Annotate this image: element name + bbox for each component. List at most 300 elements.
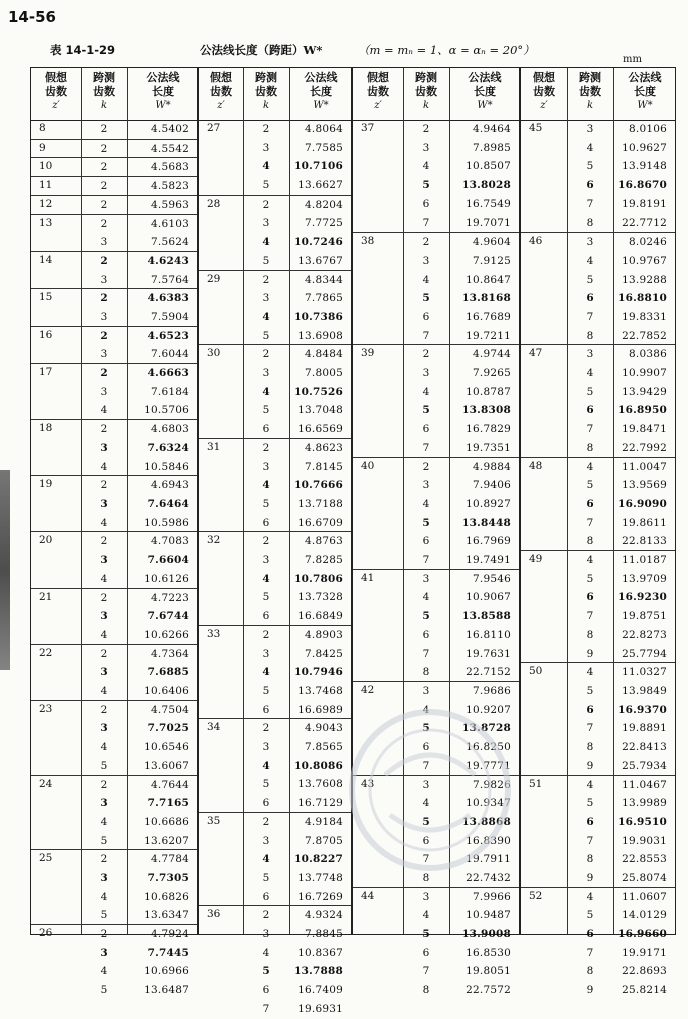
- span-teeth-value: 3: [422, 685, 430, 697]
- span-teeth-value: 3: [100, 797, 108, 810]
- table-row: [31, 813, 197, 831]
- table-row: [31, 589, 197, 607]
- base-tangent-length-value: 10.8227: [294, 853, 343, 866]
- base-tangent-length-value: 11.0327: [622, 666, 667, 679]
- table-row: [353, 120, 519, 138]
- tooth-group: [199, 531, 351, 626]
- tooth-group: [521, 344, 675, 457]
- table-row: [521, 719, 675, 737]
- span-teeth-value: 8: [586, 441, 594, 454]
- base-tangent-length-value: 7.6744: [147, 610, 189, 623]
- table-row: [199, 738, 351, 756]
- span-teeth-value: 4: [586, 141, 594, 154]
- span-teeth-value: 9: [586, 647, 594, 660]
- table-row: [31, 776, 197, 794]
- table-row: [31, 981, 197, 999]
- tooth-group: [31, 475, 197, 532]
- table-row: [353, 139, 519, 157]
- table-row: [31, 215, 197, 233]
- assumed-teeth-value: 49: [529, 553, 543, 566]
- table-row: [521, 308, 675, 326]
- table-row: [199, 832, 351, 850]
- table-row: [31, 439, 197, 457]
- base-tangent-length-value: 7.6324: [147, 441, 189, 454]
- assumed-teeth-value: 36: [207, 908, 221, 921]
- tooth-group: [199, 120, 351, 195]
- base-tangent-length-value: 4.9324: [305, 909, 343, 922]
- base-tangent-length-value: 10.7386: [294, 310, 343, 323]
- table-row: [31, 401, 197, 419]
- table-row: [521, 645, 675, 663]
- table-row: [199, 719, 351, 737]
- span-teeth-value: 4: [100, 628, 108, 641]
- span-teeth-value: 2: [100, 928, 108, 941]
- span-teeth-value: 4: [586, 778, 594, 791]
- assumed-teeth-value: 38: [361, 235, 375, 248]
- base-tangent-length-value: 4.5823: [151, 180, 189, 193]
- base-tangent-length-value: 19.7491: [466, 554, 511, 567]
- base-tangent-length-value: 13.9709: [622, 572, 667, 585]
- span-teeth-value: 6: [422, 741, 430, 754]
- span-teeth-value: 2: [262, 441, 270, 454]
- base-tangent-length-value: 10.9207: [466, 703, 511, 716]
- span-teeth-value: 3: [422, 572, 430, 585]
- table-row: [199, 495, 351, 513]
- base-tangent-length-value: 10.8086: [294, 759, 343, 772]
- table-row: [353, 944, 519, 962]
- span-teeth-value: 3: [100, 310, 108, 323]
- table-row: [353, 195, 519, 213]
- base-tangent-length-value: 7.8565: [305, 741, 343, 754]
- base-tangent-length-value: 19.8051: [466, 965, 511, 978]
- base-tangent-length-value: 4.7364: [151, 647, 189, 660]
- tooth-group: [199, 438, 351, 533]
- table-row: [199, 888, 351, 906]
- assumed-teeth-value: 21: [39, 590, 53, 603]
- span-teeth-value: 7: [586, 610, 594, 623]
- table-block-4: [520, 67, 676, 997]
- base-tangent-length-value: 13.9148: [622, 160, 667, 173]
- span-teeth-value: 3: [100, 554, 108, 567]
- span-teeth-value: 2: [422, 236, 430, 249]
- base-tangent-length-value: 16.7969: [466, 535, 511, 548]
- table-row: [199, 308, 351, 326]
- scan-edge-shadow: [0, 470, 10, 670]
- table-header: [31, 68, 197, 121]
- table-row: [353, 570, 519, 588]
- table-row: [199, 439, 351, 457]
- base-tangent-length-value: 10.7106: [294, 160, 343, 173]
- table-row: [521, 570, 675, 588]
- table-row: [31, 345, 197, 363]
- table-row: [521, 252, 675, 270]
- span-teeth-value: 5: [262, 871, 270, 884]
- base-tangent-length-value: 4.9464: [473, 123, 511, 135]
- base-tangent-length-value: 16.8670: [618, 179, 667, 192]
- table-row: [521, 383, 675, 401]
- base-tangent-length-value: 19.8191: [622, 197, 667, 210]
- base-tangent-length-value: 11.0047: [622, 460, 667, 473]
- span-teeth-value: 8: [422, 872, 430, 884]
- base-tangent-length-value: 10.5986: [144, 516, 189, 529]
- table-row: [521, 420, 675, 438]
- tooth-group: [199, 812, 351, 907]
- base-tangent-length-value: 19.7351: [466, 441, 511, 454]
- table-row: [521, 271, 675, 289]
- table-row: [521, 906, 675, 924]
- table-row: [31, 663, 197, 681]
- table-row: [31, 962, 197, 980]
- table-row: [521, 682, 675, 700]
- span-teeth-value: 2: [100, 198, 108, 211]
- table-row: [521, 532, 675, 550]
- table-block-2: [198, 67, 352, 1015]
- tooth-group: [31, 849, 197, 925]
- table-row: [353, 383, 519, 401]
- table-row: [31, 850, 197, 868]
- table-row: [199, 420, 351, 438]
- table-row: [521, 157, 675, 175]
- base-tangent-length-value: 4.5963: [151, 198, 189, 211]
- base-tangent-length-value: 4.6103: [151, 217, 189, 230]
- span-teeth-value: 7: [422, 759, 430, 772]
- span-teeth-value: 2: [100, 329, 108, 342]
- table-row: [521, 794, 675, 812]
- table-row: [199, 252, 351, 270]
- span-teeth-value: 7: [586, 423, 594, 436]
- table-row: [199, 981, 351, 999]
- header-base-tangent-length: 公法线 长度 W*: [628, 71, 662, 111]
- span-teeth-value: 2: [100, 180, 108, 193]
- table-row: [199, 570, 351, 588]
- span-teeth-value: 2: [422, 123, 430, 135]
- table-row: [199, 364, 351, 382]
- base-tangent-length-value: 13.9429: [622, 385, 667, 398]
- span-teeth-value: 4: [262, 310, 270, 323]
- span-teeth-value: 7: [586, 310, 594, 323]
- base-tangent-length-value: 13.8168: [462, 292, 511, 305]
- table-row: [199, 514, 351, 532]
- tooth-group: [199, 344, 351, 439]
- base-tangent-length-value: 13.7888: [294, 965, 343, 978]
- table-row: [31, 869, 197, 887]
- span-teeth-value: 9: [586, 984, 594, 997]
- table-row: [521, 327, 675, 345]
- span-teeth-value: 3: [262, 834, 270, 847]
- span-teeth-value: 5: [422, 722, 430, 735]
- assumed-teeth-value: 15: [39, 291, 53, 304]
- table-row: [199, 1000, 351, 1018]
- span-teeth-value: 2: [100, 367, 108, 380]
- tooth-group: [31, 176, 197, 196]
- base-tangent-length-value: 10.6406: [144, 684, 189, 697]
- base-tangent-length-value: 25.8074: [622, 872, 667, 884]
- span-teeth-value: 5: [262, 497, 270, 510]
- table-row: [31, 327, 197, 345]
- tooth-group: [199, 270, 351, 346]
- assumed-teeth-value: 18: [39, 422, 53, 435]
- base-tangent-length-value: 4.7924: [151, 928, 189, 941]
- base-tangent-length-value: 4.6663: [147, 367, 189, 380]
- base-tangent-length-value: 7.9265: [473, 367, 511, 380]
- base-tangent-length-value: 7.7585: [305, 141, 343, 154]
- span-teeth-value: 3: [100, 722, 108, 735]
- base-tangent-length-value: 16.7409: [298, 984, 343, 997]
- table-row: [521, 401, 675, 419]
- span-teeth-value: 2: [100, 254, 108, 267]
- base-tangent-length-value: 22.8553: [622, 853, 667, 866]
- span-teeth-value: 6: [262, 984, 270, 997]
- span-teeth-value: 2: [100, 423, 108, 436]
- base-tangent-length-value: 7.8005: [305, 367, 343, 380]
- span-teeth-value: 5: [422, 404, 430, 417]
- assumed-teeth-value: 45: [529, 122, 543, 134]
- assumed-teeth-value: 29: [207, 272, 221, 285]
- assumed-teeth-value: 24: [39, 777, 53, 790]
- table-row: [31, 120, 197, 138]
- table-row: [521, 944, 675, 962]
- base-tangent-length-value: 7.9406: [473, 479, 511, 492]
- base-tangent-length-value: 13.7608: [298, 778, 343, 791]
- span-teeth-value: 3: [100, 666, 108, 679]
- table-row: [199, 925, 351, 943]
- span-teeth-value: 5: [586, 273, 594, 286]
- base-tangent-length-value: 10.9627: [622, 141, 667, 154]
- base-tangent-length-value: 7.6044: [151, 348, 189, 361]
- span-teeth-value: 5: [586, 797, 594, 810]
- assumed-teeth-value: 19: [39, 478, 53, 491]
- assumed-teeth-value: 22: [39, 646, 53, 659]
- base-tangent-length-value: 16.6989: [298, 703, 343, 716]
- base-tangent-length-value: 16.7549: [466, 197, 511, 210]
- span-teeth-value: 5: [100, 834, 108, 847]
- span-teeth-value: 6: [422, 946, 430, 959]
- span-teeth-value: 2: [262, 815, 270, 828]
- tooth-group: [31, 588, 197, 645]
- span-teeth-value: 4: [422, 273, 430, 286]
- base-tangent-length-value: 8.0106: [629, 123, 667, 135]
- table-body: [31, 120, 197, 997]
- table-row: [199, 120, 351, 138]
- table-row: [31, 888, 197, 906]
- base-tangent-length-value: 10.8507: [466, 160, 511, 173]
- base-tangent-length-value: 7.7725: [305, 217, 343, 230]
- span-teeth-value: 6: [422, 628, 430, 641]
- base-tangent-length-value: 10.6686: [144, 815, 189, 828]
- table-caption: [50, 42, 680, 65]
- table-row: [353, 364, 519, 382]
- base-tangent-length-value: 16.6849: [298, 610, 343, 623]
- table-row: [521, 139, 675, 157]
- table-row: [353, 906, 519, 924]
- base-tangent-length-value: 22.7992: [622, 441, 667, 454]
- table-row: [199, 645, 351, 663]
- base-tangent-length-value: 10.9487: [466, 909, 511, 922]
- table-row: [521, 364, 675, 382]
- span-teeth-value: 2: [262, 273, 270, 286]
- table-row: [199, 775, 351, 793]
- table-row: [199, 476, 351, 494]
- base-tangent-length-value: 4.5402: [151, 123, 189, 135]
- span-teeth-value: 5: [262, 684, 270, 697]
- base-tangent-length-value: 16.8390: [466, 834, 511, 847]
- assumed-teeth-value: 39: [361, 347, 375, 360]
- base-tangent-length-value: 22.7432: [466, 872, 511, 884]
- table-number: 表 14-1-29: [50, 43, 116, 57]
- base-tangent-length-value: 13.6627: [298, 179, 343, 192]
- base-tangent-length-value: 7.7865: [305, 292, 343, 305]
- table-row: [521, 869, 675, 887]
- base-tangent-length-value: 4.6243: [147, 254, 189, 267]
- base-tangent-length-value: 10.8367: [298, 946, 343, 959]
- span-teeth-value: 6: [586, 703, 594, 716]
- base-tangent-length-value: 7.9125: [473, 254, 511, 267]
- assumed-teeth-value: 28: [207, 197, 221, 210]
- table-row: [521, 962, 675, 980]
- table-row: [31, 458, 197, 476]
- span-teeth-value: 5: [586, 684, 594, 697]
- span-teeth-value: 6: [586, 404, 594, 417]
- span-teeth-value: 5: [262, 404, 270, 417]
- tooth-group: [31, 157, 197, 177]
- span-teeth-value: 2: [262, 123, 270, 135]
- table-row: [521, 458, 675, 476]
- table-row: [31, 906, 197, 924]
- base-tangent-length-value: 7.8845: [305, 928, 343, 941]
- base-tangent-length-value: 4.8763: [305, 535, 343, 548]
- base-tangent-length-value: 13.6067: [144, 759, 189, 772]
- base-tangent-length-value: 19.7211: [466, 329, 511, 342]
- base-tangent-length-value: 19.8611: [622, 516, 667, 529]
- span-teeth-value: 3: [262, 554, 270, 567]
- span-teeth-value: 8: [422, 984, 430, 997]
- table-row: [521, 514, 675, 532]
- assumed-teeth-value: 16: [39, 328, 53, 341]
- base-tangent-length-value: 22.7712: [622, 216, 667, 229]
- span-teeth-value: 4: [586, 554, 594, 567]
- base-tangent-length-value: 4.9884: [473, 460, 511, 473]
- base-tangent-length-value: 13.6487: [144, 984, 189, 997]
- base-tangent-length-value: 7.7445: [147, 946, 189, 959]
- tooth-group: [199, 625, 351, 720]
- span-teeth-value: 6: [262, 610, 270, 623]
- base-tangent-length-value: 7.5904: [151, 310, 189, 323]
- base-tangent-length-value: 4.9184: [305, 815, 343, 828]
- table-row: [353, 962, 519, 980]
- tooth-group: [31, 775, 197, 851]
- assumed-teeth-value: 23: [39, 702, 53, 715]
- span-teeth-value: 9: [586, 759, 594, 772]
- span-teeth-value: 4: [422, 385, 430, 398]
- span-teeth-value: 3: [262, 367, 270, 380]
- base-tangent-length-value: 10.7806: [294, 572, 343, 585]
- assumed-teeth-value: 40: [361, 459, 375, 472]
- span-teeth-value: 8: [586, 628, 594, 641]
- table-row: [31, 252, 197, 270]
- span-teeth-value: 8: [586, 741, 594, 754]
- tooth-group: [31, 139, 197, 159]
- base-tangent-length-value: 7.9546: [473, 572, 511, 585]
- table-row: [31, 495, 197, 513]
- table-row: [521, 701, 675, 719]
- assumed-teeth-value: 47: [529, 347, 543, 360]
- span-teeth-value: 3: [100, 236, 108, 249]
- table-row: [31, 944, 197, 962]
- span-teeth-value: 6: [422, 197, 430, 210]
- span-teeth-value: 7: [586, 516, 594, 529]
- base-tangent-length-value: 19.7771: [466, 759, 511, 772]
- table-row: [353, 588, 519, 606]
- span-teeth-value: 4: [262, 236, 270, 249]
- span-teeth-value: 4: [422, 797, 430, 810]
- base-tangent-length-value: 16.6709: [298, 516, 343, 529]
- table-row: [353, 439, 519, 457]
- span-teeth-value: 4: [100, 516, 108, 529]
- span-teeth-value: 7: [586, 722, 594, 735]
- base-tangent-length-value: 13.8588: [462, 610, 511, 623]
- tooth-group: [31, 288, 197, 326]
- span-teeth-value: 6: [586, 928, 594, 941]
- span-teeth-value: 7: [586, 197, 594, 210]
- span-teeth-value: 3: [262, 460, 270, 473]
- span-teeth-value: 8: [422, 666, 430, 679]
- span-teeth-value: 5: [586, 479, 594, 492]
- base-tangent-length-value: 7.6604: [147, 554, 189, 567]
- header-span-teeth: 跨测 齿数 k: [255, 71, 277, 111]
- table-row: [31, 158, 197, 176]
- table-row: [353, 214, 519, 232]
- base-tangent-length-value: 10.7666: [294, 479, 343, 492]
- base-tangent-length-value: 7.8705: [305, 834, 343, 847]
- span-teeth-value: 5: [422, 815, 430, 828]
- span-teeth-value: 4: [100, 684, 108, 697]
- span-teeth-value: 5: [100, 759, 108, 772]
- span-teeth-value: 6: [586, 497, 594, 510]
- table-row: [521, 289, 675, 307]
- table-body: [199, 120, 351, 1015]
- base-tangent-length-value: 10.8787: [466, 385, 511, 398]
- base-tangent-length-value: 4.6943: [151, 479, 189, 492]
- base-tangent-length-value: 10.9067: [466, 591, 511, 604]
- table-row: [521, 120, 675, 138]
- assumed-teeth-value: 44: [361, 889, 375, 902]
- tooth-group: [353, 120, 519, 232]
- base-tangent-length-value: 16.8530: [466, 946, 511, 959]
- span-teeth-value: 4: [262, 946, 270, 959]
- table-row: [31, 925, 197, 943]
- span-teeth-value: 3: [586, 236, 594, 249]
- tooth-group: [199, 905, 351, 1018]
- table-row: [199, 383, 351, 401]
- base-tangent-length-value: 19.7071: [466, 216, 511, 229]
- base-tangent-length-value: 10.6266: [144, 628, 189, 641]
- base-tangent-length-value: 4.7644: [151, 778, 189, 791]
- base-tangent-length-value: 16.7829: [466, 423, 511, 436]
- base-tangent-length-value: 16.8250: [466, 741, 511, 754]
- base-tangent-length-value: 8.0246: [629, 236, 667, 249]
- span-teeth-value: 8: [586, 216, 594, 229]
- base-tangent-length-value: 10.6826: [144, 890, 189, 903]
- base-tangent-length-value: 13.9008: [462, 928, 511, 941]
- table-row: [353, 233, 519, 251]
- table-row: [353, 532, 519, 550]
- span-teeth-value: 3: [586, 123, 594, 135]
- header-assumed-teeth: 假想 齿数 z′: [45, 71, 67, 111]
- table-row: [199, 176, 351, 194]
- span-teeth-value: 7: [422, 853, 430, 866]
- assumed-teeth-value: 14: [39, 253, 53, 266]
- base-tangent-length-value: 4.8484: [305, 348, 343, 361]
